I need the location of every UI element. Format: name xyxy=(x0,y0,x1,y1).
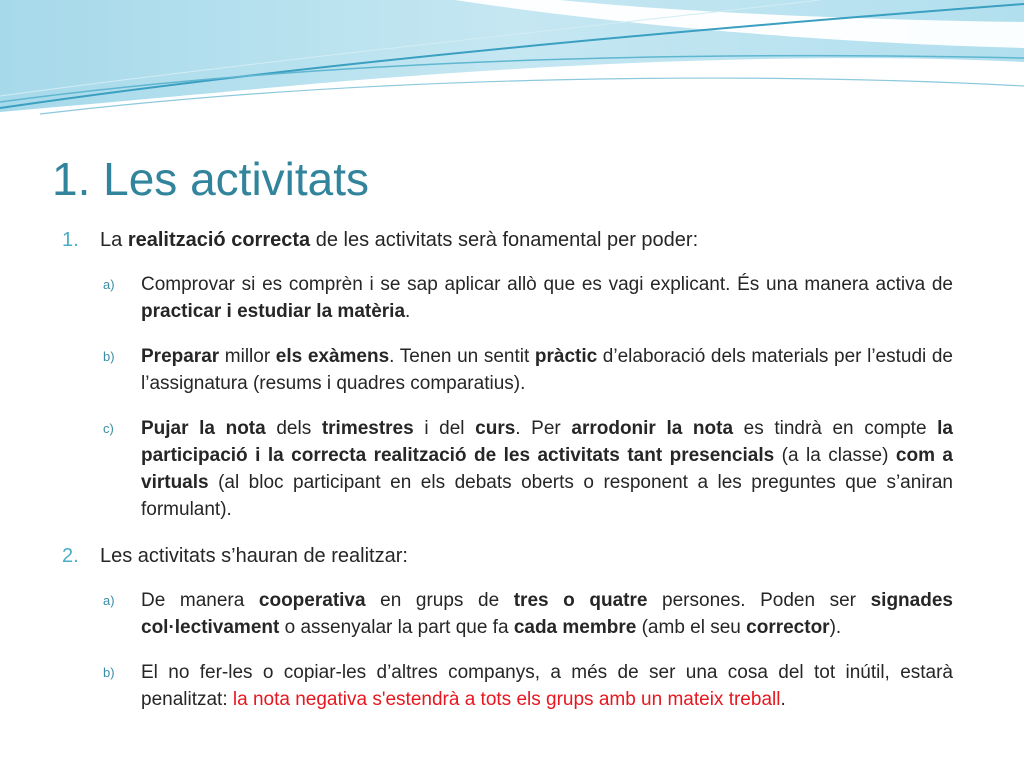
text-run: millor xyxy=(219,346,276,367)
list-item xyxy=(62,541,953,713)
sub-list-item xyxy=(100,271,953,325)
bold-text-run: realització correcta xyxy=(127,229,311,251)
list-item-text xyxy=(100,225,953,255)
list-item-number: 1. xyxy=(62,229,79,251)
bold-text-run: practicar i estudiar la matèria xyxy=(141,301,406,322)
list-item xyxy=(62,225,953,523)
sub-list-item-letter: c) xyxy=(103,421,114,436)
sub-list-item-letter: a) xyxy=(103,277,115,292)
text-run: de les activitats serà fonamental per poder: xyxy=(310,229,699,251)
activity-list xyxy=(62,225,953,731)
bold-text-run: pràctic xyxy=(534,346,598,367)
text-run: . Tenen un sentit xyxy=(389,346,535,367)
text-run: Comprovar si es comprèn i se sap aplicar allò que es vagi explicant. És una manera activa de xyxy=(141,274,953,295)
bold-text-run: tres o quatre xyxy=(513,590,648,611)
bold-text-run: Preparar xyxy=(141,346,220,367)
sub-list-item-letter: a) xyxy=(103,593,115,608)
bold-text-run: cooperativa xyxy=(258,590,366,611)
text-run: (al bloc participant en els debats oberts o responent a les preguntes que s’aniran formulant). xyxy=(141,472,953,520)
sub-list-item xyxy=(100,587,953,641)
text-run: es tindrà en compte xyxy=(733,418,938,439)
list-item-text xyxy=(100,541,953,571)
list-item-number: 2. xyxy=(62,545,79,567)
text-run: Les activitats s’hauran de realitzar: xyxy=(100,545,408,567)
sub-list-item-text xyxy=(141,587,953,641)
slide-title: 1. Les activitats xyxy=(52,153,370,205)
sub-list-item xyxy=(100,659,953,713)
sub-list-item-letter: b) xyxy=(103,349,115,364)
bold-text-run: arrodonir la nota xyxy=(571,418,734,439)
text-run: d’elaboració dels materials per l’estudi de l’assignatura (resums i quadres comparatius). xyxy=(141,346,953,394)
text-run: La xyxy=(100,229,128,251)
sub-list xyxy=(100,271,953,523)
text-run: (amb el seu xyxy=(636,617,747,638)
sub-list-item-text xyxy=(141,343,953,397)
text-run: (a la classe) xyxy=(774,445,896,466)
bold-text-run: els exàmens xyxy=(275,346,390,367)
text-run: ). xyxy=(829,617,842,638)
text-run: en grups de xyxy=(365,590,514,611)
bold-text-run: Pujar la nota xyxy=(141,418,266,439)
sub-list xyxy=(100,587,953,713)
bold-text-run: signades col·lectivament xyxy=(141,590,953,638)
text-run: . xyxy=(780,689,786,710)
text-run: i del xyxy=(413,418,476,439)
text-run: De manera xyxy=(141,590,259,611)
sub-list-item-text xyxy=(141,415,953,523)
text-run: dels xyxy=(265,418,322,439)
sub-list-item xyxy=(100,415,953,523)
bold-text-run: com a virtuals xyxy=(141,445,953,493)
header-decoration xyxy=(0,0,1024,125)
bold-text-run: trimestres xyxy=(321,418,414,439)
sub-list-item-text xyxy=(141,659,953,713)
bold-text-run: cada membre xyxy=(513,617,637,638)
text-run: El no fer-les o copiar-les d’altres companys, a més de ser una cosa del tot inútil, estarà penalitzat: xyxy=(141,662,953,710)
bold-text-run: curs xyxy=(475,418,516,439)
text-run: persones. Poden ser xyxy=(647,590,871,611)
bold-text-run: corrector xyxy=(746,617,830,638)
text-run: . Per xyxy=(515,418,572,439)
text-run: o assenyalar la part que fa xyxy=(279,617,514,638)
sub-list-item xyxy=(100,343,953,397)
sub-list-item-text xyxy=(141,271,953,325)
bold-text-run: la participació i la correcta realització de les activitats tant presencials xyxy=(141,418,953,466)
text-run: . xyxy=(405,301,411,322)
highlighted-text-run: la nota negativa s'estendrà a tots els grups amb un mateix treball xyxy=(232,689,781,710)
sub-list-item-letter: b) xyxy=(103,665,115,680)
